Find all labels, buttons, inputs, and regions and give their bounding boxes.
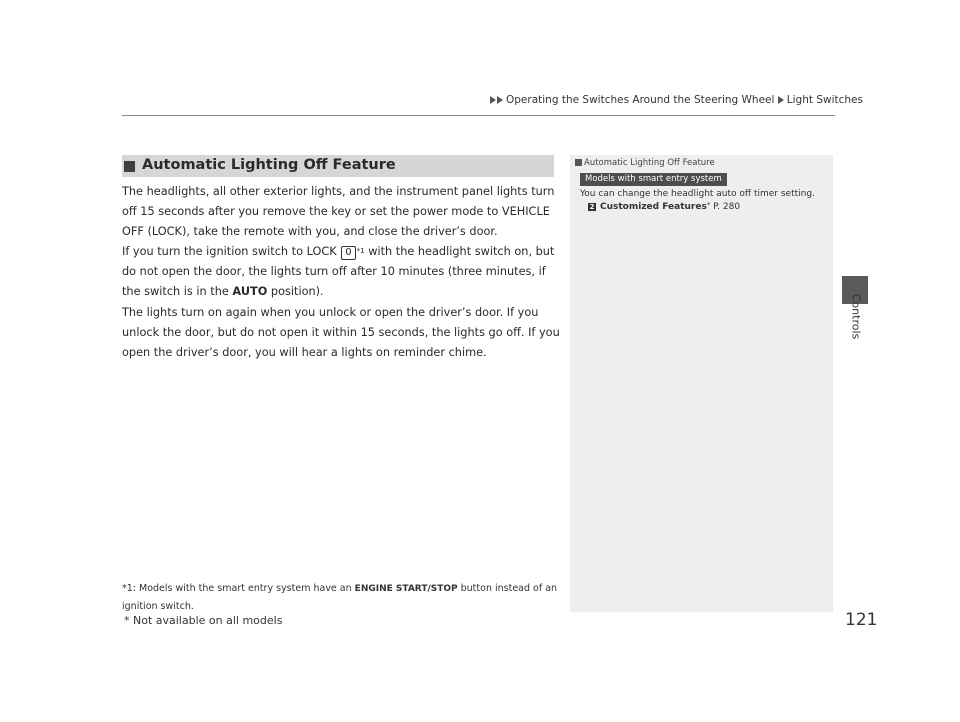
- arrow-icon: [490, 96, 496, 104]
- availability-note: * Not available on all models: [124, 614, 283, 627]
- chapter-label: [848, 280, 864, 360]
- section-title: Automatic Lighting Off Feature: [142, 157, 396, 173]
- breadcrumb-item-1[interactable]: Operating the Switches Around the Steering Wheel: [506, 94, 775, 106]
- chapter-label-text: Controls: [849, 293, 863, 340]
- header-divider: [122, 115, 835, 116]
- reference-icon: 2: [589, 203, 595, 211]
- sidebar-text: You can change the headlight auto off timer setting.: [580, 189, 815, 199]
- page-number: 121: [845, 610, 878, 630]
- paragraph-2-text-b: with the headlight switch on, but do not open the door, the lights turn off after 10 minutes (three minutes, if the switch is in the: [122, 245, 555, 298]
- auto-label: AUTO: [232, 285, 268, 298]
- arrow-icon: [497, 96, 503, 104]
- footnote-suffix: button instead of an ignition switch.: [122, 583, 558, 612]
- paragraph-1: The headlights, all other exterior lights, and the instrument panel lights turn off 15 seconds after you remove the key or set the power mode to VEHICLE OFF (LOCK), take the remote with you, and close the driver’s door.: [122, 185, 555, 238]
- footnote-bold: ENGINE START/STOP: [354, 584, 458, 594]
- breadcrumb-item-2[interactable]: Light Switches: [786, 94, 863, 106]
- link-star: *: [706, 201, 711, 209]
- section-heading: [122, 155, 554, 177]
- sidebar-title-text: Automatic Lighting Off Feature: [584, 158, 715, 168]
- lock-position-key: 0: [341, 246, 355, 260]
- footnote-prefix: *1: Models with the smart entry system have an: [122, 583, 355, 594]
- cross-reference-link[interactable]: [588, 202, 740, 212]
- sidebar-title: [575, 158, 715, 168]
- footnote-marker: *1: [356, 247, 365, 255]
- paragraph-2: [122, 242, 562, 302]
- paragraph-3: The lights turn on again when you unlock or open the driver’s door. If you unlock the door, but do not open it within 15 seconds, the lights go off. If you open the driver’s door, you will hear a lights on reminder chime.: [122, 306, 560, 359]
- square-bullet-icon: [124, 161, 135, 172]
- paragraph-2-text-a: If you turn the ignition switch to LOCK: [122, 245, 337, 258]
- breadcrumb: [490, 94, 863, 106]
- sidebar-panel: [570, 155, 833, 612]
- footnote: [122, 580, 562, 616]
- link-label: Customized Features: [600, 202, 707, 212]
- note-icon: [575, 159, 582, 166]
- model-badge: Models with smart entry system: [580, 173, 727, 186]
- link-page: P. 280: [710, 202, 741, 212]
- arrow-icon: [778, 96, 784, 104]
- paragraph-2-text-c: position).: [267, 285, 324, 298]
